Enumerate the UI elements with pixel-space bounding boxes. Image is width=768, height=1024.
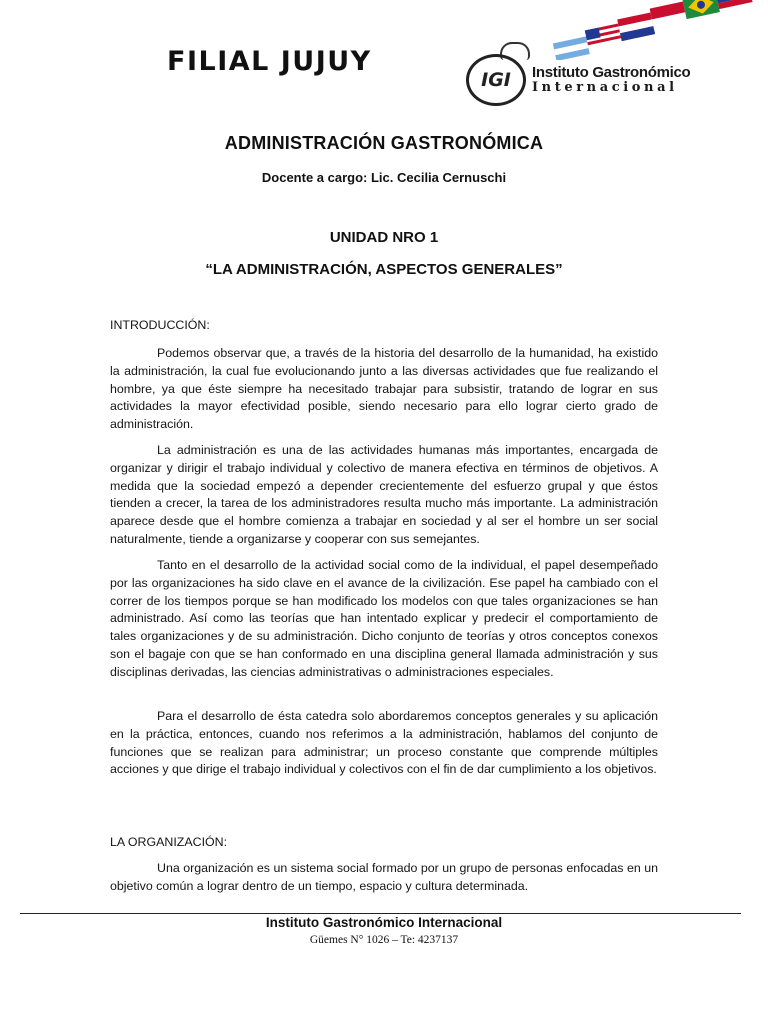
intro-paragraph-2 [110,442,658,549]
paragraph: Para el desarrollo de ésta catedra solo abordaremos conceptos generales y su aplicación en la práctica, entonces, cuando nos referimos a la administración, hablamos del conjunto de funciones que se realizan para administrar; un proceso constante que comprende múltiples acciones y que dirige el trabajo individual y colectivos con el fin de dar cumplimiento a los objetivos. [110,709,658,777]
paragraph: Una organización es un sistema social formado por un grupo de personas enfocadas en un objetivo común a lograr dentro de un tiempo, espacio y cultura determinada. [110,861,658,893]
logo-initials: IGI [466,54,526,106]
section-heading-introduccion: INTRODUCCIÓN: [110,318,210,332]
footer-divider [20,913,741,914]
intro-paragraph-1 [110,345,658,434]
flags-banner-icon [522,0,768,60]
filial-title: FILIAL JUJUY [167,46,372,77]
footer-institute: Instituto Gastronómico Internacional [265,915,503,930]
footer-address: Güemes N° 1026 – Te: 4237137 [309,934,459,946]
unit-title: UNIDAD NRO 1 [329,229,439,246]
document-title: ADMINISTRACIÓN GASTRONÓMICA [224,133,544,153]
org-paragraph-1 [110,860,658,896]
paragraph: Tanto en el desarrollo de la actividad social como de la individual, el papel desempeñado por las organizaciones ha sido clave en el avance de la civilización. Ese papel ha cambiado con el correr de los tiempos porque se han modificado los modelos con que tales organizaciones se han administrado. Así como las teorías que han intentado explicar y predecir el comportamiento de tales organizaciones y de su administración. Dicho conjunto de teorías y otros conceptos conexos son el bagaje con que se han conformado en una disciplina general llamada administración y sus disciplinas derivadas, las ciencias administrativas o administraciones especiales. [110,558,658,679]
docente-line: Docente a cargo: Lic. Cecilia Cernuschi [261,170,507,185]
paragraph: La administración es una de las actividades humanas más importantes, encargada de organizar y dirigir el trabajo individual y colectivo de manera efectiva en términos de objetivos. A medida que la sociedad empezó a depender crecientemente del esfuerzo grupal y que éstos tienden a crecer, la tarea de los administradores resulta mucho más importante. La administración aparece desde que el hombre comienza a trabajar en sociedad y al ser el hombre un ser social naturalmente, tiende a organizarse y cooperar con sus semejantes. [110,443,658,546]
logo-subtitle: Internacional [532,80,678,95]
igi-logo [460,0,768,110]
section-heading-organizacion: LA ORGANIZACIÓN: [110,835,228,849]
paragraph: Podemos observar que, a través de la historia del desarrollo de la humanidad, ha existido la administración, la cual fue evolucionando junto a las diversas actividades que fue realizando el hombre, ya que éste siempre ha necesitado trabajar para subsistir, tratando de lograr en sus actividades la mayor efectividad posible, siendo necesario para ello lograr cierto grado de administración. [110,346,658,432]
intro-paragraph-4 [110,708,658,779]
intro-paragraph-3 [110,557,658,682]
logo-name: Instituto Gastronómico [532,64,691,81]
unit-subtitle: “LA ADMINISTRACIÓN, ASPECTOS GENERALES” [205,261,563,278]
